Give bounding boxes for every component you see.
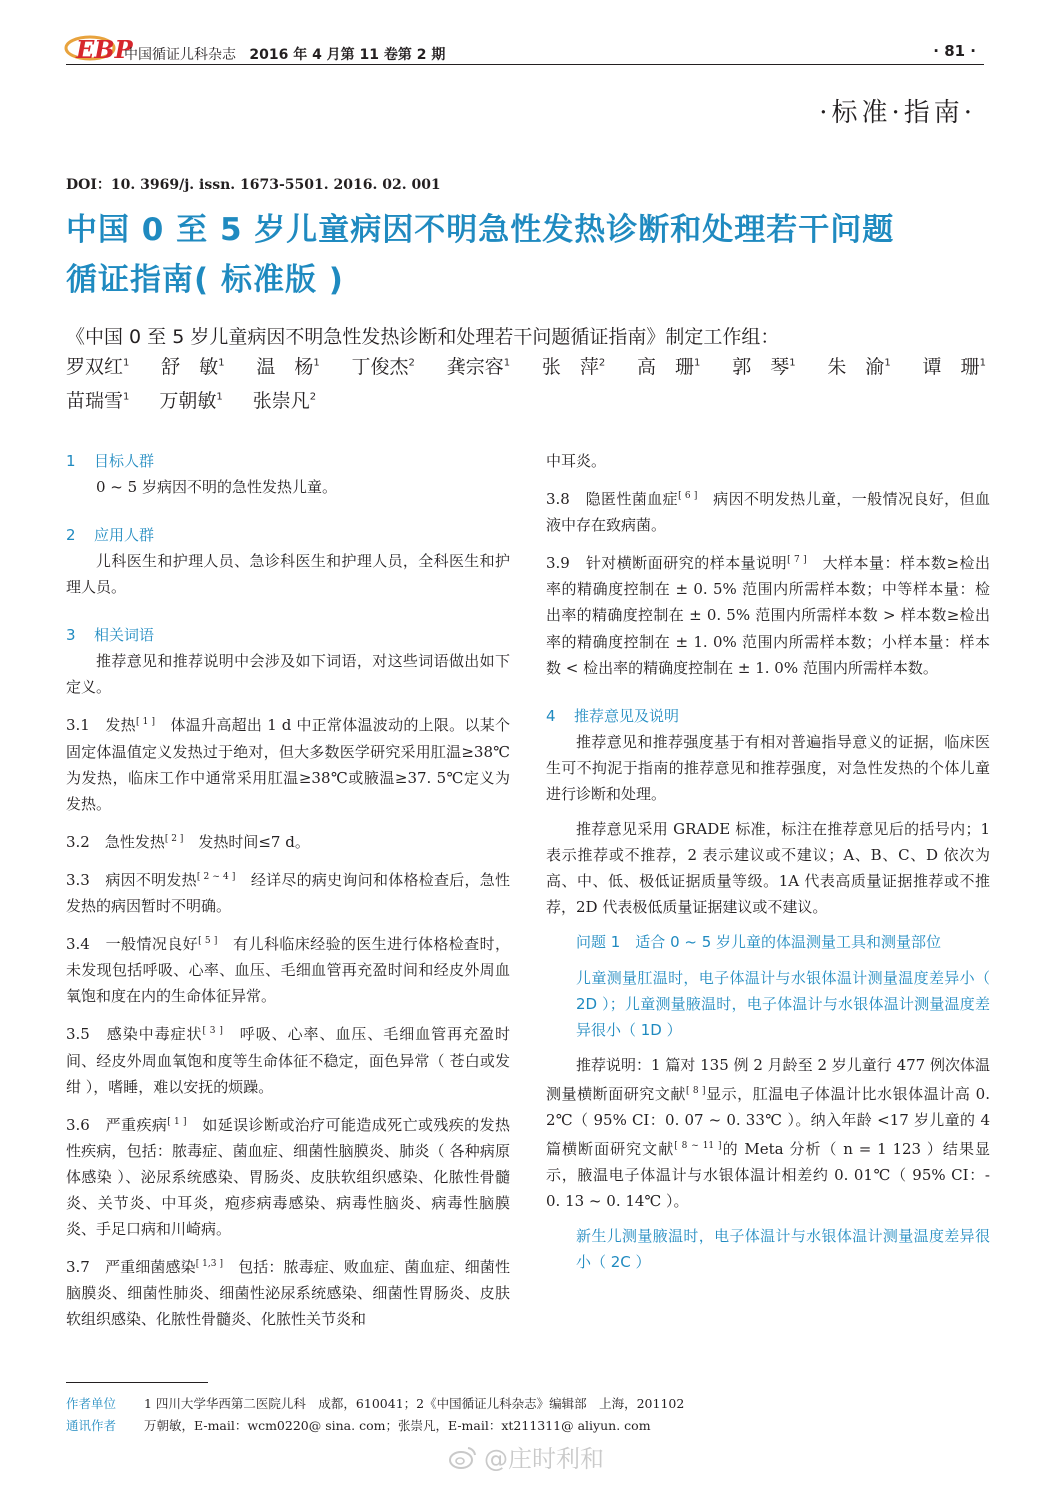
author-name: 龚宗容$^1$ <box>446 356 511 378</box>
section-heading-2: 2 应用人群 <box>66 526 155 545</box>
citation: [ 1 ] <box>167 1116 187 1127</box>
citation: [ 8 ~ 11 ] <box>674 1141 722 1152</box>
author-name: 罗双红$^1$ <box>66 356 130 378</box>
author-name: 丁俊杰$^2$ <box>351 356 415 378</box>
author-name: 苗瑞雪$^1$ <box>66 390 130 412</box>
citation: [ 8 ] <box>685 1085 706 1096</box>
author-name: 舒 敏$^1$ <box>161 356 225 378</box>
term-continuation: 中耳炎。 <box>546 452 607 470</box>
author-name: 郭 琴$^1$ <box>732 356 796 378</box>
term-definition: 3.7 严重细菌感染[ 1,3 ] 包括：脓毒症、败血症、菌血症、细菌性脑膜炎、细菌性肺炎、细菌性泌尿系统感染、细菌性胃肠炎、皮肤软组织感染、化脓性骨髓炎、化脓性关节炎和 <box>66 1258 510 1329</box>
authors-row-2 <box>66 386 316 413</box>
svg-text:EBP: EBP <box>76 35 133 64</box>
author-name: 谭 珊$^1$ <box>922 356 986 378</box>
term-definitions <box>66 700 510 1332</box>
question-1: 问题 1 适合 0 ~ 5 岁儿童的体温测量工具和测量部位 <box>576 933 942 952</box>
journal-logo <box>64 32 133 66</box>
term-definition: 3.6 严重疾病[ 1 ] 如延误诊断或治疗可能造成死亡或残疾的发热性疾病，包括：脓毒症、菌血症、细菌性脑膜炎、肺炎（ 各种病原体感染 ）、泌尿系统感染、胃肠炎、皮肤软组织感染、化脓性骨髓炎、关节炎、中耳炎，疱疹病毒感染、病毒性脑炎、病毒性脑膜炎、手足口病和川崎病。 <box>66 1115 510 1239</box>
recommendation-explanation: 推荐说明：1 篇对 135 例 2 月龄至 2 岁儿童行 477 例次体温测量横断面研究文献[ 8 ]显示，肛温电子体温计比水银体温计高 0. 2℃（ 95% CI：0. 07 ~ 0. 33℃ ）。纳入年龄 <17 岁儿童的 4 篇横断面研究文献[ 8 ~ 11 ]的 Meta 分析（ n = 1 123 ）结果显示，腋温电子体温计与水银体温计相差约 0. 01℃（ 95% CI：- 0. 13 ~ 0. 14℃ ）。 <box>546 1055 990 1211</box>
author-name: 张 萍$^2$ <box>541 356 606 378</box>
recommendation-1: 儿童测量肛温时，电子体温计与水银体温计测量温度差异小（ 2D ）；儿童测量腋温时，电子体温计与水银体温计测量温度差异很小（ 1D ） <box>576 968 990 1039</box>
journal-issue: 2016 年 4 月第 11 卷第 2 期 <box>249 47 446 63</box>
page-number: · 81 · <box>933 42 976 60</box>
term-definition: 3.9 针对横断面研究的样本量说明[ 7 ] 大样本量：样本数≥检出率的精确度控制在 ± 0. 5% 范围内所需样本数；中等样本量：检出率的精确度控制在 ± 0. 5% 范围内所需样本数 > 样本数≥检出率的精确度控制在 ± 1. 0% 范围内所需样本数；小样本量：样本数 < 检出率的精确度控制在 ± 1. 0% 范围内所需样本数。 <box>546 554 990 677</box>
section-label: ·标准·指南· <box>819 98 976 128</box>
right-column <box>546 448 990 1276</box>
citation: [ 6 ] <box>678 491 698 502</box>
section-4-para-2: 推荐意见采用 GRADE 标准，标注在推荐意见后的括号内；1 表示推荐或不推荐，2 表示建议或不建议；A、B、C、D 依次为高、中、低、极低证据质量等级。1A 代表高质量证据推荐或不推荐，2D 代表极低质量证据建议或不建议。 <box>546 820 990 917</box>
author-name: 温 杨$^1$ <box>256 356 320 378</box>
author-name: 高 珊$^1$ <box>637 356 701 378</box>
section-3-intro: 推荐意见和推荐说明中会涉及如下词语，对这些词语做出如下定义。 <box>66 652 510 697</box>
journal-name: 中国循证儿科杂志 <box>124 47 236 63</box>
recommendation-2: 新生儿测量腋温时，电子体温计与水银体温计测量温度差异很小（ 2C ） <box>576 1227 990 1272</box>
section-heading-4: 4 推荐意见及说明 <box>546 706 680 725</box>
article-title-line-2: 循证指南( 标准版 ) <box>66 262 344 298</box>
citation: [ 2 ] <box>164 833 184 844</box>
section-1-text: 0 ~ 5 岁病因不明的急性发热儿童。 <box>96 478 337 496</box>
term-definitions-cont <box>546 474 990 681</box>
weibo-icon <box>448 1444 478 1470</box>
article-title-line-1: 中国 0 至 5 岁儿童病因不明急性发热诊断和处理若干问题 <box>66 212 895 248</box>
citation: [ 2 ~ 4 ] <box>196 871 236 882</box>
author-name: 张崇凡$^2$ <box>252 390 317 412</box>
doi: DOI：10. 3969/j. issn. 1673-5501. 2016. 02. 001 <box>66 177 441 193</box>
section-4-para-1: 推荐意见和推荐强度基于有相对普遍指导意义的证据，临床医生可不拘泥于指南的推荐意见和推荐强度，对急性发热的个体儿童进行诊断和处理。 <box>546 732 990 803</box>
citation: [ 3 ] <box>202 1026 223 1037</box>
term-definition: 3.2 急性发热[ 2 ] 发热时间≤7 d。 <box>66 832 310 851</box>
authors-group: 《中国 0 至 5 岁儿童病因不明急性发热诊断和处理若干问题循证指南》制定工作组： <box>66 326 780 348</box>
header-divider <box>66 64 984 65</box>
left-column <box>66 448 510 1332</box>
footer-contact: 通讯作者 万朝敏，E-mail：wcm0220@ sina. com；张崇凡，E-mail：xt211311@ aliyun. com <box>66 1418 651 1433</box>
term-definition: 3.5 感染中毒症状[ 3 ] 呼吸、心率、血压、毛细血管再充盈时间、经皮外周血氧饱和度等生命体征不稳定，面色异常（ 苍白或发绀 ），嗜睡，难以安抚的烦躁。 <box>66 1025 510 1096</box>
term-definition: 3.1 发热[ 1 ] 体温升高超出 1 d 中正常体温波动的上限。以某个固定体温值定义发热过于绝对，但大多数医学研究采用肛温≥38℃为发热，临床工作中通常采用肛温≥38℃或腋温≥37. 5℃定义为发热。 <box>66 716 510 813</box>
weibo-watermark: @庄时利和 <box>448 1439 604 1474</box>
author-name: 朱 渝$^1$ <box>827 356 891 378</box>
authors-row-1 <box>66 352 986 379</box>
citation: [ 1 ] <box>135 717 155 728</box>
term-definition: 3.4 一般情况良好[ 5 ] 有儿科临床经验的医生进行体格检查时，未发现包括呼吸、心率、血压、毛细血管再充盈时间和经皮外周血氧饱和度在内的生命体征异常。 <box>66 935 510 1006</box>
section-heading-1: 1 目标人群 <box>66 452 155 470</box>
section-heading-3: 3 相关词语 <box>66 626 155 645</box>
citation: [ 7 ] <box>787 555 807 566</box>
author-name: 万朝敏$^1$ <box>159 390 223 412</box>
footer-affiliation: 作者单位 1 四川大学华西第二医院儿科 成都，610041；2《中国循证儿科杂志》编辑部 上海，201102 <box>66 1396 685 1411</box>
citation: [ 5 ] <box>198 936 218 947</box>
citation: [ 1,3 ] <box>195 1259 223 1270</box>
footer-divider <box>66 1382 208 1383</box>
section-2-text: 儿科医生和护理人员、急诊科医生和护理人员，全科医生和护理人员。 <box>66 552 510 597</box>
term-definition: 3.3 病因不明发热[ 2 ~ 4 ] 经详尽的病史询问和体格检查后，急性发热的病因暂时不明确。 <box>66 870 510 916</box>
header-journal-info <box>124 44 445 64</box>
term-definition: 3.8 隐匿性菌血症[ 6 ] 病因不明发热儿童，一般情况良好，但血液中存在致病菌。 <box>546 490 990 535</box>
